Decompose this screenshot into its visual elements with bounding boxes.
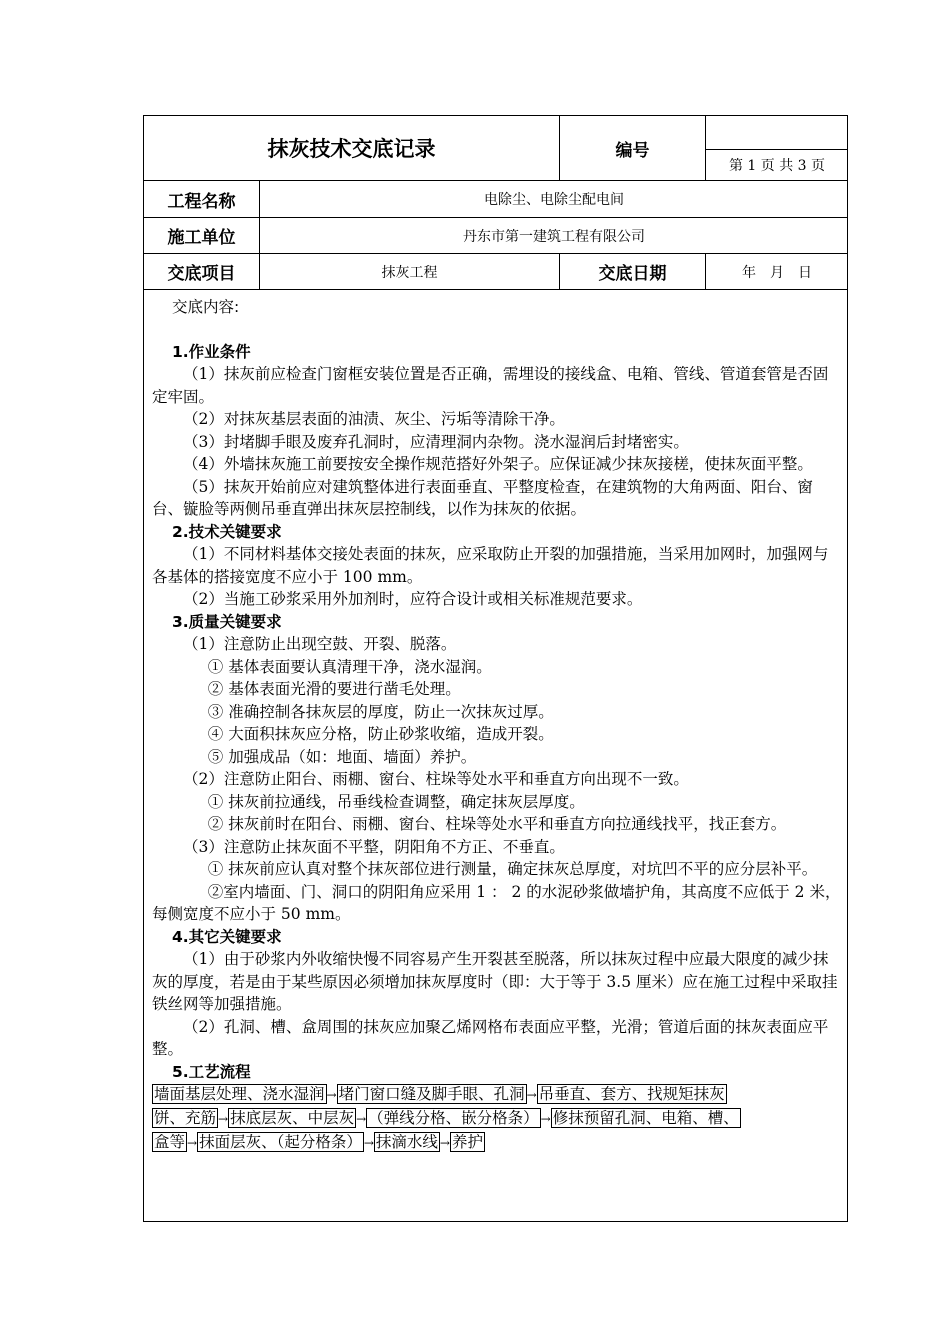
paragraph: （1）由于砂浆内外收缩快慢不同容易产生开裂甚至脱落，所以抹灰过程中应最大限度的减少抹灰的厚度，若是由于某些原因必须增加抹灰厚度时（即：大于等于 3.5 厘米）应在施工过程中采取挂铁丝网等加强措施。 [152,950,838,1013]
paragraph: （1）抹灰前应检查门窗框安装位置是否正确，需埋设的接线盒、电箱、管线、管道套管是否固定牢固。 [152,365,829,406]
flow-step: （弹线分格、嵌分格条） [368,1109,539,1127]
paragraph: （2）孔洞、槽、盒周围的抹灰应加聚乙烯网格布表面应平整，光滑；管道后面的抹灰表面应平整。 [152,1017,829,1058]
project-name-value: 电除尘、电除尘配电间 [484,192,624,208]
row-divider [144,289,848,290]
process-flow [152,1083,842,1155]
arrow-icon: → [363,1136,374,1150]
paragraph: （4）外墙抹灰施工前要按安全操作规范搭好外架子。应保证减少抹灰接槎，使抹灰面平整。 [183,455,813,473]
flow-step: 抹面层灰、（起分格条） [199,1133,362,1151]
flow-step: 养护 [451,1133,483,1151]
section-heading: 1.作业条件 [172,342,251,361]
flow-line [152,1107,842,1131]
flow-step: 堵门窗口缝及脚手眼、孔洞 [338,1085,525,1103]
construction-unit-label: 施工单位 [167,228,236,248]
page-info: 第 1 页 共 3 页 [728,158,826,174]
sub-item: ②室内墙面、门、洞口的阴阳角应采用 1 ： 2 的水泥砂浆做墙护角，其高度不应低于 2 米，每侧宽度不应小于 50 mm。 [152,882,841,923]
sub-item: ③ 准确控制各抹灰层的厚度，防止一次抹灰过厚。 [207,702,554,721]
flow-line [152,1083,842,1107]
project-name-label: 工程名称 [167,191,236,212]
paragraph: （2）当施工砂浆采用外加剂时，应符合设计或相关标准规范要求。 [183,590,643,608]
arrow-icon: → [326,1088,337,1102]
paragraph: （5）抹灰开始前应对建筑整体进行表面垂直、平整度检查，在建筑物的大角两面、阳台、窗台、镟脸等两侧吊垂直弹出抹灰层控制线，以作为抹灰的依据。 [152,477,813,518]
sub-item: ⑤ 加强成品（如：地面、墙面）养护。 [207,747,477,766]
paragraph: （3）注意防止抹灰面不平整，阴阳角不方正、不垂直。 [183,837,565,856]
arrow-icon: → [540,1112,551,1126]
disclosure-date-label: 交底日期 [598,264,667,284]
flow-step: 墙面基层处理、浇水湿润 [154,1085,325,1103]
section-heading: 3.质量关键要求 [172,612,282,631]
section-heading: 4.其它关键要求 [172,927,282,946]
section-heading: 2.技术关键要求 [172,522,282,541]
disclosure-content [152,296,842,1155]
paragraph: （1）注意防止出现空鼓、开裂、脱落。 [183,635,457,653]
flow-step: 修抹预留孔洞、电箱、槽、 [552,1109,739,1127]
sub-item: ① 基体表面要认真清理干净，浇水湿润。 [207,657,492,676]
sub-item: ① 抹灰前应认真对整个抹灰部位进行测量，确定抹灰总厚度，对坑凹不平的应分层补平。 [207,860,818,878]
flow-step: 抹底层灰、中层灰 [230,1109,355,1127]
flow-step: 抹滴水线 [375,1133,438,1151]
sub-item: ④ 大面积抹灰应分格，防止砂浆收缩，造成开裂。 [207,725,554,743]
flow-step: 吊垂直、套方、找规矩抹灰 [538,1085,725,1103]
paragraph: （3）封堵脚手眼及废弃孔洞时，应清理洞内杂物。浇水湿润后封堵密实。 [183,432,689,451]
arrow-icon: → [187,1136,198,1150]
paragraph: （2）对抹灰基层表面的油渍、灰尘、污垢等清除干净。 [183,410,565,428]
construction-unit-value: 丹东市第一建筑工程有限公司 [463,228,645,245]
number-label: 编号 [615,140,650,161]
section-heading: 5.工艺流程 [172,1062,251,1081]
document-table [143,115,848,1222]
sub-item: ② 抹灰前时在阳台、雨棚、窗台、柱垛等处水平和垂直方向拉通线找平，找正套方。 [207,815,787,833]
disclosure-item-value: 抹灰工程 [381,264,438,281]
document-title: 抹灰技术交底记录 [267,137,436,161]
arrow-icon: → [356,1112,367,1126]
flow-step: 饼、充筋 [154,1109,217,1127]
arrow-icon: → [218,1112,229,1126]
sub-item: ① 抹灰前拉通线，吊垂线检查调整，确定抹灰层厚度。 [207,792,585,811]
number-value [706,116,848,149]
paragraph: （2）注意防止阳台、雨棚、窗台、柱垛等处水平和垂直方向出现不一致。 [183,770,689,788]
arrow-icon: → [526,1088,537,1102]
paragraph: （1）不同材料基体交接处表面的抹灰，应采取防止开裂的加强措施，当采用加网时，加强网与各基体的搭接宽度不应小于 100 mm。 [152,545,829,586]
flow-line [152,1131,842,1155]
disclosure-item-label: 交底项目 [167,264,236,284]
sub-item: ② 基体表面光滑的要进行凿毛处理。 [207,680,461,698]
arrow-icon: → [439,1136,450,1150]
content-intro: 交底内容: [172,298,240,316]
flow-step: 盒等 [154,1133,186,1151]
disclosure-date-value: 年 月 日 [742,264,812,281]
